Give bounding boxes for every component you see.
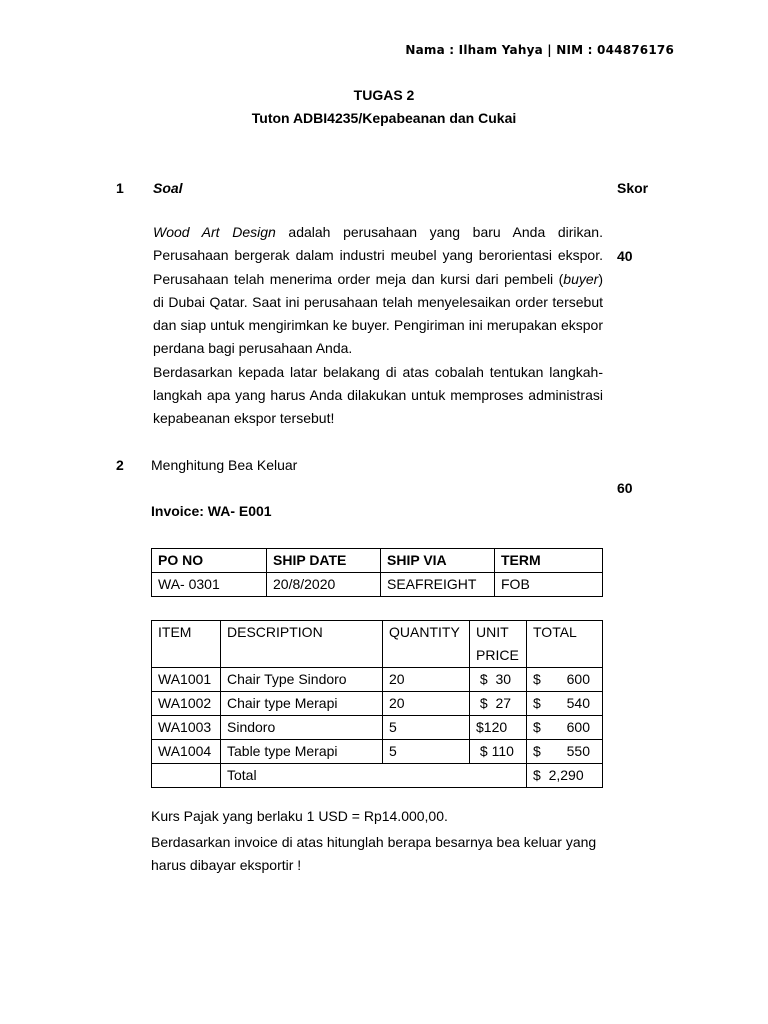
question-1-body	[153, 221, 603, 431]
grand-total: $ 2,290	[527, 764, 603, 788]
item-total	[527, 740, 603, 764]
po-no-value: WA- 0301	[152, 573, 267, 597]
question-2-instruction: Berdasarkan invoice di atas hitunglah berapa besarnya bea keluar yang harus dibayar eksportir !	[151, 834, 597, 874]
item-code: WA1001	[152, 668, 221, 692]
currency-symbol: $	[533, 695, 541, 711]
question-2-score: 60	[617, 480, 633, 496]
question-1-paragraph-2: Berdasarkan kepada latar belakang di atas cobalah tentukan langkah-langkah apa yang harus Anda dilakukan untuk memproses administrasi kepabeanan ekspor tersebut!	[153, 363, 603, 427]
item-quantity: 5	[383, 740, 470, 764]
item-description: Table type Merapi	[221, 740, 383, 764]
total-value: 600	[566, 719, 590, 735]
header-quantity: QUANTITY	[383, 621, 470, 668]
score-header: Skor	[617, 180, 649, 196]
item-unit-price: $ 110	[470, 740, 527, 764]
course-title: Tuton ADBI4235/Kepabeanan dan Cukai	[251, 110, 517, 126]
header-unit-price-line-1: UNIT	[476, 624, 509, 640]
header-ship-via: SHIP VIA	[381, 549, 495, 573]
item-quantity: 5	[383, 716, 470, 740]
total-value: 550	[566, 743, 590, 759]
paragraph-text: ) di Dubai Qatar. Saat ini perusahaan telah menyelesaikan order tersebut dan siap untuk mengirimkan ke buyer. Pengiriman ini merupakan ekspor perdana bagi perusahaan Anda.	[153, 270, 603, 357]
question-1-number: 1	[116, 180, 124, 196]
header-po-no: PO NO	[152, 549, 267, 573]
item-total	[527, 716, 603, 740]
empty-cell	[152, 764, 221, 788]
currency-symbol: $	[533, 719, 541, 735]
shipping-table	[151, 548, 603, 597]
currency-symbol: $	[533, 671, 541, 687]
buyer-term: buyer	[563, 270, 599, 287]
header-unit-price	[470, 621, 527, 668]
question-label: Soal	[153, 180, 183, 196]
item-description: Chair type Merapi	[221, 692, 383, 716]
table-row	[152, 668, 603, 692]
item-description: Chair Type Sindoro	[221, 668, 383, 692]
item-code: WA1003	[152, 716, 221, 740]
item-total	[527, 668, 603, 692]
total-value: 540	[566, 695, 590, 711]
exchange-rate-note: Kurs Pajak yang berlaku 1 USD = Rp14.000,00.	[151, 808, 448, 824]
question-1-paragraph-1	[153, 221, 603, 361]
item-code: WA1002	[152, 692, 221, 716]
question-2-heading: Menghitung Bea Keluar	[151, 457, 298, 473]
table-row	[152, 692, 603, 716]
items-table	[151, 620, 603, 788]
invoice-number: Invoice: WA- E001	[151, 503, 272, 519]
header-unit-price-line-2: PRICE	[476, 647, 519, 663]
total-value: 600	[566, 671, 590, 687]
question-1-score: 40	[617, 248, 633, 264]
item-unit-price: $ 27	[470, 692, 527, 716]
shipping-header-row	[152, 549, 603, 573]
student-name-line: Nama : Ilham Yahya | NIM : 044876176	[405, 43, 674, 57]
company-name: Wood Art Design	[153, 224, 276, 240]
items-header-row	[152, 621, 603, 668]
header-item: ITEM	[152, 621, 221, 668]
currency-symbol: $	[533, 743, 541, 759]
item-total	[527, 692, 603, 716]
header-description: DESCRIPTION	[221, 621, 383, 668]
item-unit-price: $120	[470, 716, 527, 740]
ship-date-value: 20/8/2020	[267, 573, 381, 597]
item-quantity: 20	[383, 692, 470, 716]
item-unit-price: $ 30	[470, 668, 527, 692]
assignment-title: TUGAS 2	[353, 87, 415, 103]
header-total: TOTAL	[527, 621, 603, 668]
item-quantity: 20	[383, 668, 470, 692]
paragraph-text: adalah perusahaan yang baru Anda dirikan. Perusahaan bergerak dalam industri meubel yang berorientasi ekspor. Perusahaan telah menerima order meja dan kursi dari pembeli (	[153, 224, 603, 287]
shipping-data-row	[152, 573, 603, 597]
question-2-number: 2	[116, 457, 124, 473]
header-ship-date: SHIP DATE	[267, 549, 381, 573]
item-description: Sindoro	[221, 716, 383, 740]
item-code: WA1004	[152, 740, 221, 764]
total-label: Total	[221, 764, 527, 788]
total-row	[152, 764, 603, 788]
term-value: FOB	[495, 573, 603, 597]
table-row	[152, 716, 603, 740]
ship-via-value: SEAFREIGHT	[381, 573, 495, 597]
header-term: TERM	[495, 549, 603, 573]
table-row	[152, 740, 603, 764]
